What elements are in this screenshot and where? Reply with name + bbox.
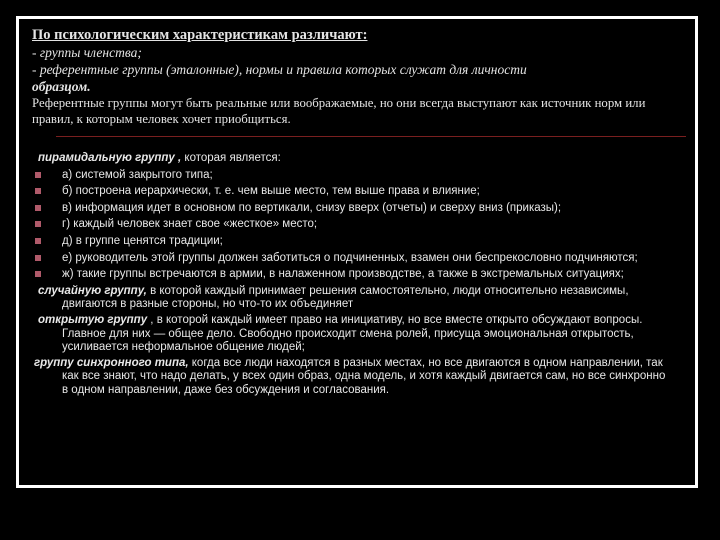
list-item	[34, 218, 674, 232]
sync-group-text: когда все люди находятся в разных местах, но все двигаются в одном направлении, так как все знают, что надо делать, у всех один образ, одна модель, и хотя каждый двигается сам, но все синхронно в одном направлении, даже без обсуждения и согласования.	[62, 356, 666, 396]
random-group-text: в которой каждый принимает решения самостоятельно, люди относительно независимы, двигаются в разные стороны, но что-то их объединяет	[62, 284, 629, 311]
list-item	[34, 169, 674, 183]
divider-rule	[56, 136, 686, 137]
list-item	[34, 185, 674, 199]
list-item-text: ж) такие группы встречаются в армии, в налаженном производстве, а также в экстремальных ситуациях;	[62, 268, 624, 281]
bullet-icon	[35, 238, 41, 244]
list-item-text: д) в группе ценятся традиции;	[62, 234, 223, 247]
list-item-text: б) построена иерархически, т. е. чем выше место, тем выше права и влияние;	[62, 185, 480, 198]
bullet-icon	[35, 188, 41, 194]
random-group-paragraph	[34, 285, 674, 312]
sync-group-term: группу синхронного типа,	[34, 356, 189, 369]
header-note: Референтные группы могут быть реальные или воображаемые, но они всегда выступают как источник норм или правил, к которым человек хочет приобщиться.	[32, 96, 646, 126]
header-line-model	[32, 78, 672, 95]
list-item-text: в) информация идет в основном по вертикали, снизу вверх (отчеты) и сверху вниз (приказы);	[62, 201, 562, 214]
random-group-term: случайную группу,	[38, 284, 147, 297]
header-line-membership: - группы членства;	[32, 45, 142, 60]
open-group-paragraph	[34, 314, 674, 355]
pyramid-group-text: которая является:	[181, 152, 281, 164]
list-item-text: г) каждый человек знает свое «жесткое» место;	[62, 218, 318, 231]
header-line-model-text: образцом.	[32, 79, 91, 94]
pyramid-group-intro	[34, 152, 674, 166]
header-line-reference: - референтные группы (эталонные), нормы и правила которых служат для личности	[32, 62, 527, 77]
pyramid-group-term: пирамидальную группу ,	[38, 152, 182, 164]
sync-group-paragraph	[34, 357, 674, 398]
bullet-icon	[35, 205, 41, 211]
list-item-text: а) системой закрытого типа;	[62, 168, 213, 181]
slide-body	[34, 152, 674, 400]
list-item-text: е) руководитель этой группы должен заботиться о подчиненных, взамен они беспрекословно подчиняются;	[62, 251, 638, 264]
slide-title: По психологическим характеристикам различают:	[32, 27, 368, 43]
list-item	[34, 202, 674, 216]
bullet-icon	[35, 255, 41, 261]
slide-header	[32, 27, 672, 127]
bullet-icon	[35, 221, 41, 227]
list-item	[34, 268, 674, 282]
bullet-icon	[35, 271, 41, 277]
list-item	[34, 235, 674, 249]
bullet-icon	[35, 172, 41, 178]
open-group-text: , в которой каждый имеет право на инициативу, но все вместе открыто обсуждают вопросы. Главное для них — общее дело. Свободно происходит смена ролей, присуща эмоциональная открытость, усиливается неформальное общение людей;	[62, 313, 643, 354]
open-group-term: открытую группу	[38, 313, 148, 326]
list-item	[34, 252, 674, 266]
